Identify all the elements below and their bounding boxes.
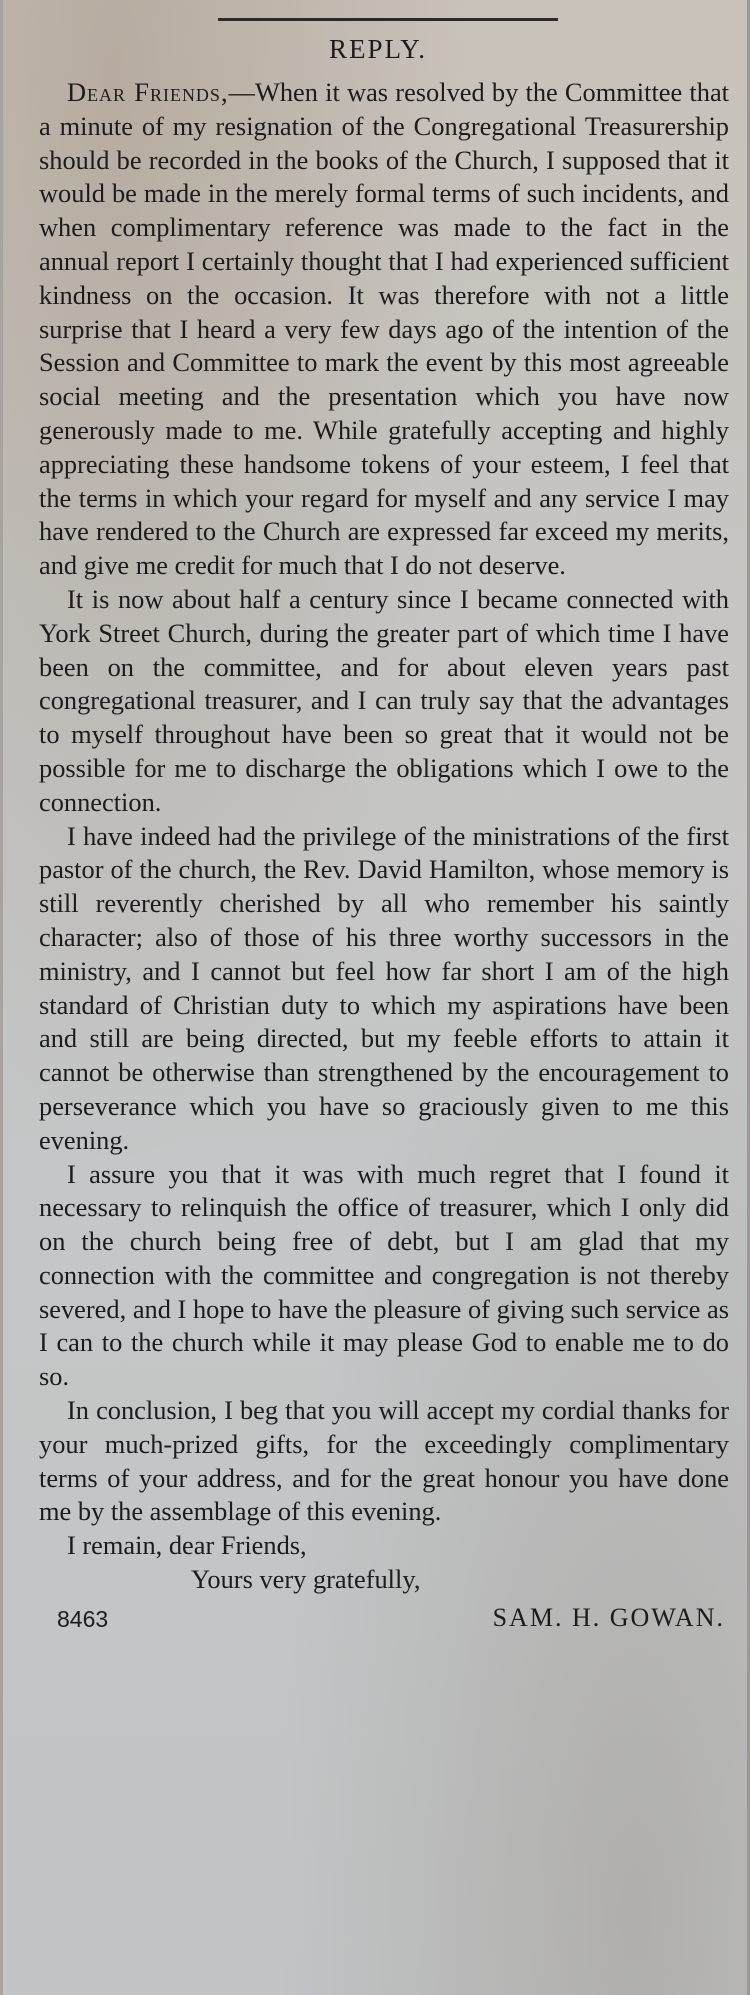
paragraph-2: It is now about half a century since I became connected with York Street Church, during the greater part of which time I have been on the committee, and for about eleven years past congregational treasurer, and I can truly say that the advantages to myself throughout have been so great that it would not be possible for me to discharge the obligations which I owe to the connection. — [39, 583, 729, 817]
paragraph-1 — [39, 76, 729, 583]
signature-line — [39, 1601, 729, 1641]
top-rule — [218, 18, 558, 21]
signature: SAM. H. GOWAN. — [492, 1602, 725, 1632]
closing-valediction: Yours very gratefully, — [191, 1564, 421, 1595]
paragraph-5: In conclusion, I beg that you will accept my cordial thanks for your much-prized gifts, for the exceedingly complimentary terms of your address, and for the great honour you have done me by the assemblage of this evening. — [39, 1395, 729, 1527]
salutation: Dear Friends, — [67, 77, 229, 107]
closing-line: I remain, dear Friends, — [67, 1530, 307, 1561]
reference-number: 8463 — [57, 1605, 109, 1632]
letter-body — [39, 76, 729, 1641]
article-heading: REPLY. — [328, 34, 428, 64]
paragraph-3: I have indeed had the privilege of the ministrations of the first pastor of the church, the Rev. David Hamilton, whose memory is still reverently cherished by all who remember his saintly character; also of those of his three worthy successors in the ministry, and I cannot but feel how far short I am of the high standard of Christian duty to which my aspirations have been and still are being directed, but my feeble efforts to attain it cannot be otherwise than strengthened by the encouragement to perseverance which you have so graciously given to me this evening. — [39, 820, 729, 1155]
paragraph-1-text: —When it was resolved by the Committee that a minute of my resignation of the Congregational Treasurership should be recorded in the books of the Church, I supposed that it would be made in the merely formal terms of such incidents, and when complimentary reference was made to the fact in the annual report I certainly thought that I had experienced sufficient kindness on the occasion. It was therefore with not a little surprise that I heard a very few days ago of the intention of the Session and Committee to mark the event by this most agreeable social meeting and the presentation which you have now generously made to me. While gratefully accepting and highly appreciating these handsome tokens of your esteem, I feel that the terms in which your regard for myself and any service I may have rendered to the Church are expressed far exceed my merits, and give me credit for much that I do not deserve. — [39, 77, 729, 581]
paragraph-4: I assure you that it was with much regret that I found it necessary to relinquish the office of treasurer, which I only did on the church being free of debt, but I am glad that my connection with the committee and congregation is not thereby severed, and I hope to have the pleasure of giving such service as I can to the church while it may please God to enable me to do so. — [39, 1158, 729, 1392]
